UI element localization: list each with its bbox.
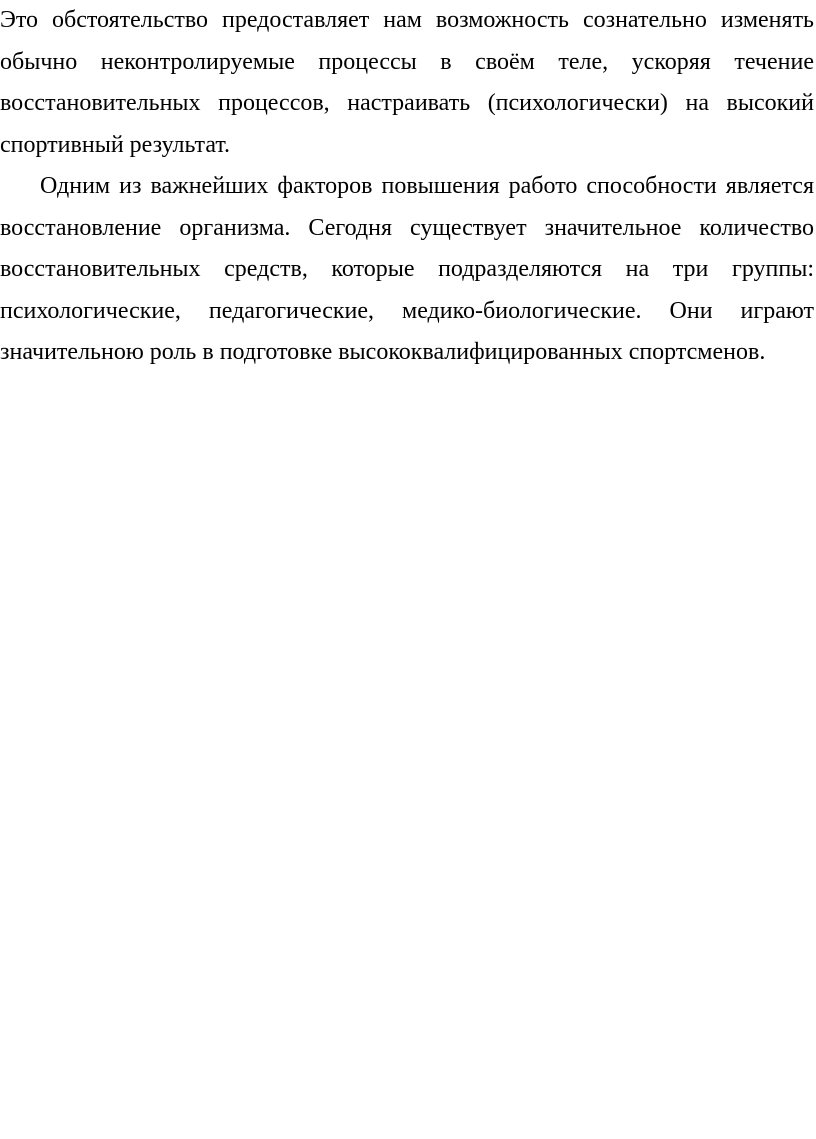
paragraph-1: Это обстоятельство предоставляет нам возможность сознательно изменять обычно неконтролируемые процессы в своём теле, ускоряя течение восстановительных процессов, настраивать (психологически) на высокий спортивный результат.	[0, 7, 814, 158]
document-body	[0, 0, 814, 374]
paragraph-2: Одним из важнейших факторов повышения работо способности является восстановление организма. Сегодня существует значительное количество восстановительных средств, которые подразделяются на три группы: психологические, педагогические, медико-биологические. Они играют значительною роль в подготовке высококвалифицированных спортсменов.	[0, 173, 814, 365]
